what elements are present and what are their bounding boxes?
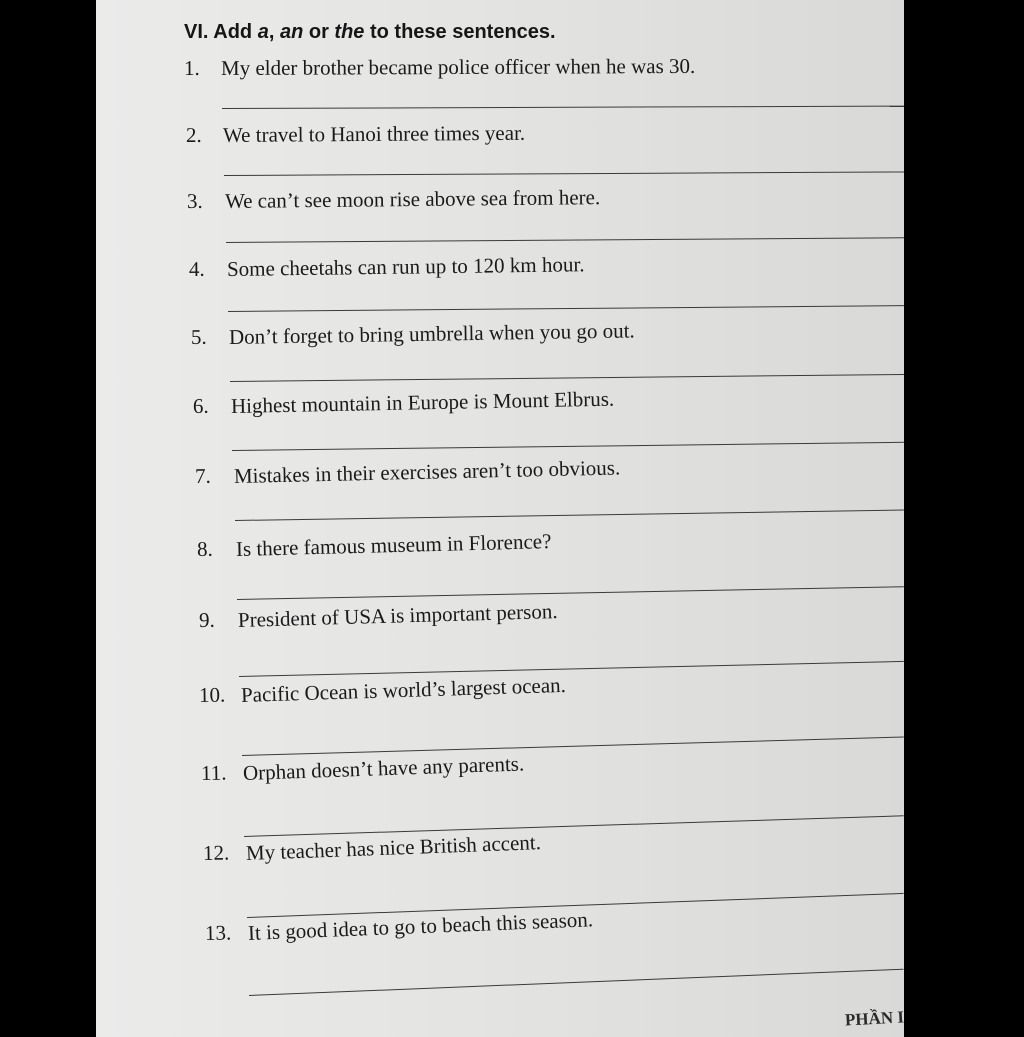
- answer-line[interactable]: [249, 969, 904, 996]
- answer-line[interactable]: [244, 815, 904, 837]
- answer-line[interactable]: [226, 237, 904, 243]
- heading-prefix: VI. Add: [184, 21, 258, 43]
- exercise-item: [96, 386, 904, 464]
- worksheet-page: [96, 0, 904, 1037]
- option-the: the: [334, 21, 365, 43]
- item-number: 1.: [183, 55, 200, 80]
- answer-line[interactable]: [237, 586, 904, 600]
- page-footer-section-label: PHẦN I: [844, 1007, 904, 1030]
- exercise-item: [96, 318, 904, 395]
- item-sentence: Some cheetahs can run up to 120 km hour.: [226, 252, 585, 281]
- exercise-item: [96, 751, 904, 831]
- item-number: 12.: [202, 840, 230, 865]
- item-sentence: Highest mountain in Europe is Mount Elbrus.: [230, 386, 615, 418]
- answer-line[interactable]: [228, 305, 904, 312]
- option-a: a: [257, 21, 269, 43]
- item-sentence: Pacific Ocean is world’s largest ocean.: [240, 672, 567, 707]
- item-number: 6.: [192, 393, 209, 418]
- exercise-item: [96, 252, 904, 327]
- answer-line[interactable]: [224, 171, 904, 176]
- item-number: 7.: [194, 463, 211, 488]
- item-number: 4.: [188, 256, 205, 281]
- exercise-item: [96, 672, 904, 753]
- exercise-item: [96, 599, 904, 678]
- heading-suffix: to these sentences.: [364, 21, 556, 43]
- item-number: 2.: [185, 122, 202, 147]
- item-sentence: We travel to Hanoi three times year.: [222, 120, 526, 147]
- heading-separator: ,: [268, 21, 280, 43]
- item-number: 13.: [204, 920, 232, 945]
- exercise-item: [96, 830, 904, 911]
- item-number: 3.: [186, 188, 203, 213]
- item-sentence: Don’t forget to bring umbrella when you go out.: [228, 318, 635, 349]
- item-sentence: Mistakes in their exercises aren’t too obvious.: [233, 455, 621, 488]
- item-number: 11.: [200, 760, 227, 785]
- exercise-heading: [184, 21, 556, 44]
- option-an: an: [279, 21, 304, 43]
- item-number: 8.: [196, 536, 213, 561]
- answer-line[interactable]: [222, 106, 904, 109]
- answer-line[interactable]: [242, 737, 904, 756]
- exercise-item: [96, 455, 904, 534]
- exercise-item: [96, 120, 904, 193]
- item-sentence: It is good idea to go to beach this season.: [247, 907, 594, 945]
- item-number: 9.: [198, 607, 215, 632]
- item-number: 10.: [198, 682, 226, 707]
- exercise-item: [96, 529, 904, 607]
- item-sentence: Is there famous museum in Florence?: [235, 529, 552, 561]
- exercise-item: [96, 907, 904, 991]
- item-sentence: We can’t see moon rise above sea from here.: [224, 185, 601, 213]
- item-sentence: My elder brother became police officer when he was 30.: [220, 53, 696, 80]
- item-sentence: My teacher has nice British accent.: [245, 830, 542, 865]
- answer-line[interactable]: [230, 374, 904, 382]
- answer-line[interactable]: [232, 442, 904, 451]
- item-number: 5.: [190, 324, 207, 349]
- heading-separator: or: [303, 21, 335, 43]
- exercise-item: [96, 53, 904, 126]
- item-sentence: President of USA is important person.: [237, 599, 558, 632]
- answer-line[interactable]: [239, 661, 904, 677]
- exercise-item: [96, 185, 904, 259]
- answer-line[interactable]: [235, 509, 904, 521]
- item-sentence: Orphan doesn’t have any parents.: [242, 751, 525, 785]
